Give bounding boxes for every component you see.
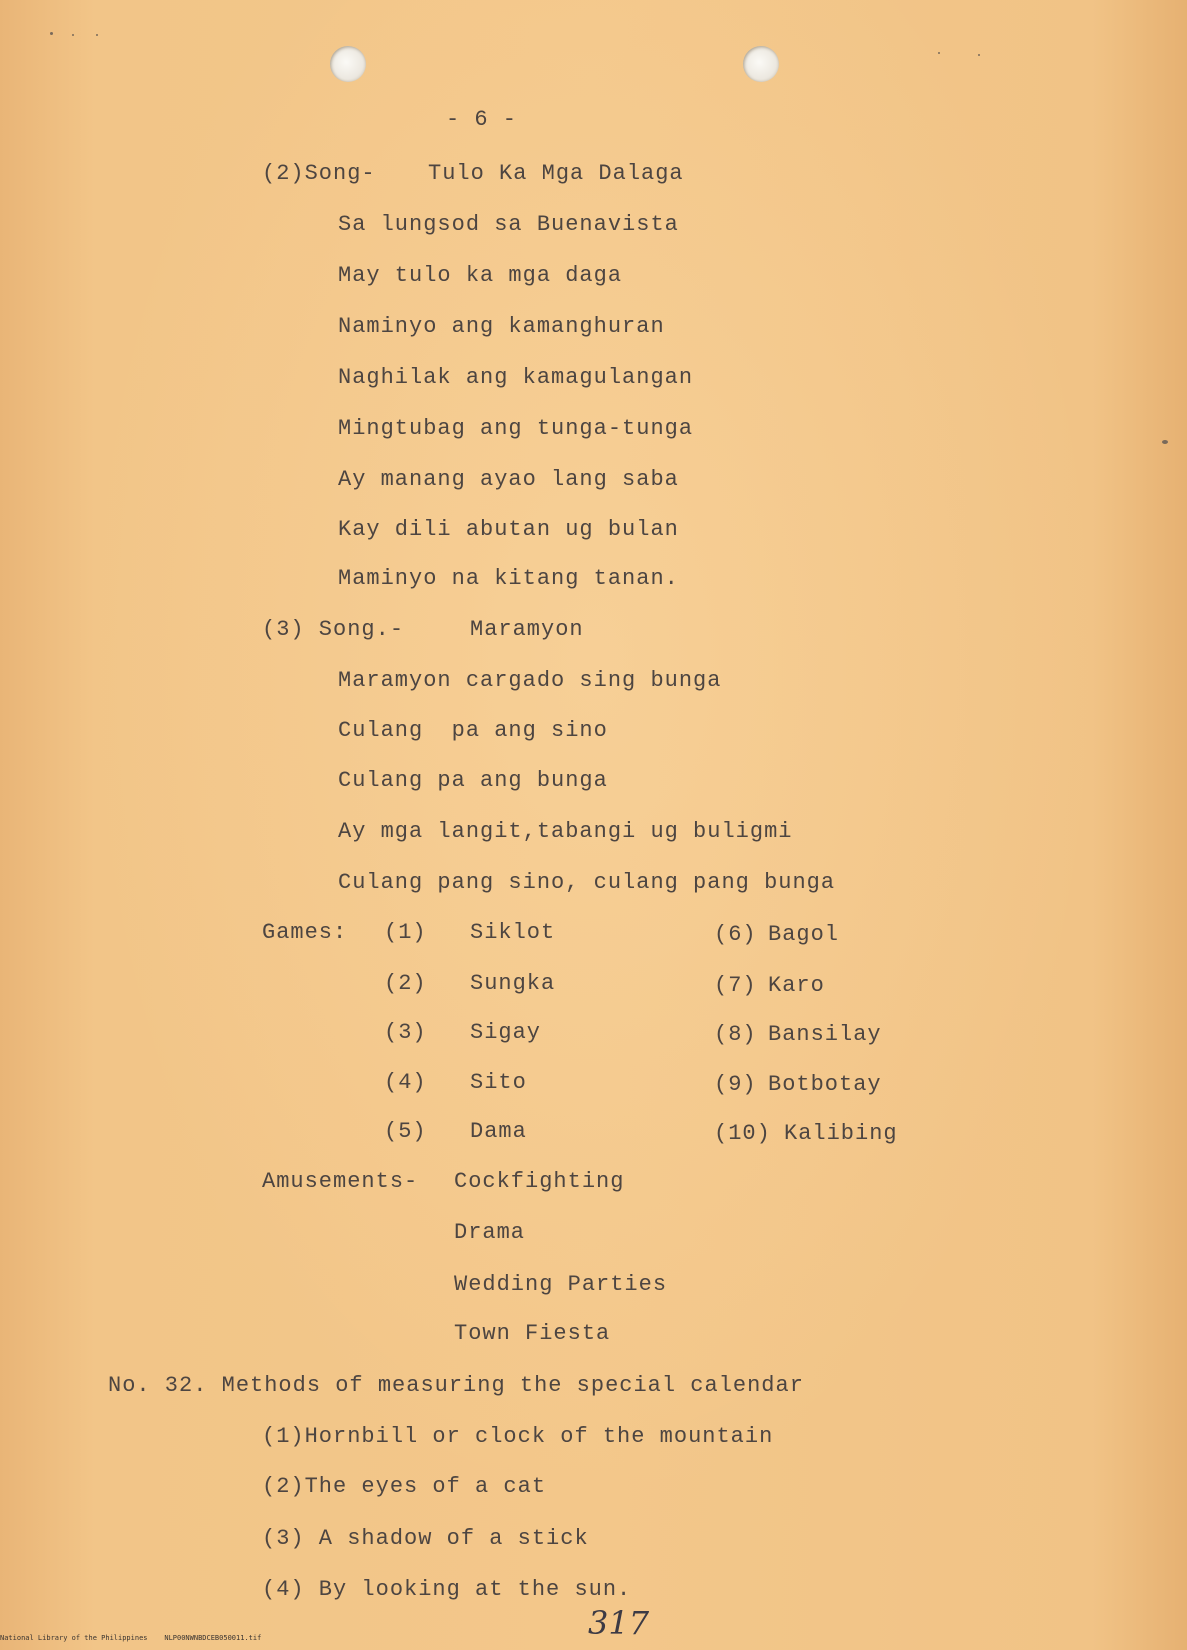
song2-line: Naghilak ang kamagulangan [338, 365, 694, 390]
song2-label: (2)Song- [262, 161, 376, 186]
game-number: (2) [384, 971, 427, 996]
song3-line: Culang pa ang bunga [338, 768, 608, 793]
paper-speck [96, 34, 98, 36]
song2-line: Maminyo na kitang tanan. [338, 566, 679, 591]
game-number: (8) [714, 1022, 757, 1047]
game-name: Siklot [470, 920, 556, 945]
paper-speck [978, 54, 980, 56]
section32-item: (1)Hornbill or clock of the mountain [262, 1424, 774, 1449]
game-number: (9) [714, 1072, 757, 1097]
song2-line: Kay dili abutan ug bulan [338, 517, 679, 542]
game-name: Sito [470, 1070, 527, 1095]
paper-speck [938, 52, 940, 54]
game-number: (5) [384, 1119, 427, 1144]
punch-hole-left [330, 46, 366, 82]
song3-line: Culang pang sino, culang pang bunga [338, 870, 836, 895]
game-number: (10) [714, 1121, 771, 1146]
song2-line: Mingtubag ang tunga-tunga [338, 416, 694, 441]
song3-line: Maramyon cargado sing bunga [338, 668, 722, 693]
game-name: Sigay [470, 1020, 542, 1045]
song2-line: Naminyo ang kamanghuran [338, 314, 665, 339]
amusement-item: Drama [454, 1220, 526, 1245]
amusement-item: Wedding Parties [454, 1272, 668, 1297]
page-number: - 6 - [446, 107, 518, 132]
game-name: Botbotay [768, 1072, 882, 1097]
paper-speck [50, 32, 53, 35]
game-name: Bagol [768, 922, 840, 947]
handwritten-page-number: 317 [588, 1604, 650, 1642]
song3-line: Ay mga langit,tabangi ug buligmi [338, 819, 793, 844]
song3-title: Maramyon [470, 617, 584, 642]
game-number: (4) [384, 1070, 427, 1095]
game-name: Bansilay [768, 1022, 882, 1047]
amusement-item: Cockfighting [454, 1169, 625, 1194]
paper-speck [72, 34, 74, 36]
game-name: Karo [768, 973, 825, 998]
archive-footer: National Library of the Philippines NLP00NWNBDCEB050011.tif [0, 1634, 262, 1642]
amusement-item: Town Fiesta [454, 1321, 611, 1346]
amusements-label: Amusements- [262, 1169, 419, 1194]
game-number: (1) [384, 920, 427, 945]
section32-item: (4) By looking at the sun. [262, 1577, 632, 1602]
section32-item: (2)The eyes of a cat [262, 1474, 547, 1499]
game-number: (3) [384, 1020, 427, 1045]
games-label: Games: [262, 920, 348, 945]
song3-line: Culang pa ang sino [338, 718, 608, 743]
game-number: (6) [714, 922, 757, 947]
paper-speck [1162, 440, 1168, 444]
punch-hole-right [743, 46, 779, 82]
song2-line: May tulo ka mga daga [338, 263, 623, 288]
game-number: (7) [714, 973, 757, 998]
song3-label: (3) Song.- [262, 617, 405, 642]
section32-heading: No. 32. Methods of measuring the special calendar [108, 1373, 804, 1398]
game-name: Sungka [470, 971, 556, 996]
game-name: Kalibing [784, 1121, 898, 1146]
section32-item: (3) A shadow of a stick [262, 1526, 589, 1551]
song2-line: Ay manang ayao lang saba [338, 467, 679, 492]
game-name: Dama [470, 1119, 527, 1144]
song2-line: Sa lungsod sa Buenavista [338, 212, 679, 237]
song2-title: Tulo Ka Mga Dalaga [428, 161, 684, 186]
